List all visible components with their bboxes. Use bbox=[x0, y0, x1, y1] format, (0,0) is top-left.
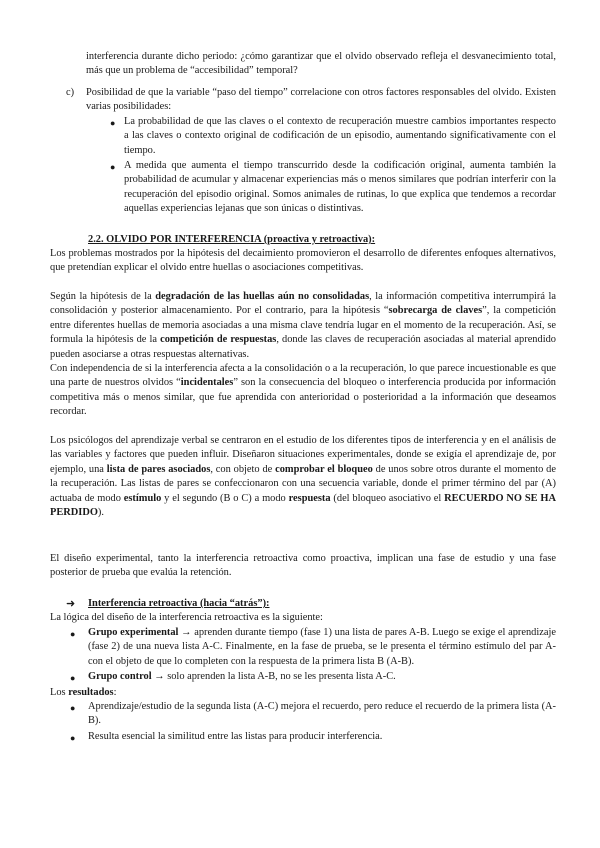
results-label: Los resultados: bbox=[50, 687, 117, 698]
list-marker-c: c) bbox=[66, 87, 75, 98]
list-item-group-control bbox=[88, 670, 556, 684]
bullet-icon: ● bbox=[110, 118, 116, 128]
paragraph-text: El diseño experimental, tanto la interferencia retroactiva como proactiva, implican una fase de estudio y una fase posterior de prueba que evalúa la retención. bbox=[50, 553, 556, 579]
list-item-text: A medida que aumenta el tiempo transcurrido desde la codificación original, aumenta también la probabilidad de acumular y almacenar experiencias más o menos similares que podrían interferir con la recuperación del episodio original. Somos animales de rutinas, lo que explica que tendemos a recordar aquellas experiencias lejanas que son únicas o distintivas. bbox=[124, 160, 556, 215]
paragraph bbox=[50, 552, 556, 581]
subsection-heading: Interferencia retroactiva (hacia “atrás”): bbox=[88, 598, 270, 609]
sub-list-item bbox=[124, 115, 556, 158]
section-heading: 2.2. OLVIDO POR INTERFERENCIA (proactiva y retroactiva): bbox=[88, 234, 376, 245]
list-item-text: La probabilidad de que las claves o el contexto de recuperación muestre cambios importantes respecto a las claves o contexto original de codificación de un episodio, aumentando significativamente con el tiempo. bbox=[124, 116, 556, 156]
result-item bbox=[88, 730, 556, 744]
bullet-icon: ● bbox=[110, 162, 116, 172]
list-item-text: Posibilidad de que la variable “paso del tiempo” correlacione con otros factores responsables del olvido. Existen varias posibilidades: bbox=[86, 87, 556, 113]
list-item-c bbox=[86, 86, 556, 115]
bullet-icon: ● bbox=[70, 733, 76, 743]
paragraph-text: interferencia durante dicho periodo: ¿cómo garantizar que el olvido observado refleja el desvanecimiento total, más que un problema de “accesibilidad” temporal? bbox=[86, 51, 556, 77]
paragraph-line: La lógica del diseño de la interferencia retroactiva es la siguiente: bbox=[50, 612, 323, 623]
paragraph-text: Los psicólogos del aprendizaje verbal se centraron en el estudio de los diferentes tipos de interferencia y en el análisis de las variables y factores que pueden influir. Diseñaron situaciones experimentales, donde se exigía el aprendizaje de, por ejemplo, una lista de pares asociados, con objeto de comprobar el bloqueo de unos sobre otros durante el momento de la recuperación. Las listas de pares se confeccionaron con una secuencia variable, donde el primer término del par (A) actuaba de modo estímulo y el segundo (B o C) a modo respuesta (del bloqueo asociativo el RECUERDO NO SE HA PERDIDO). bbox=[50, 435, 557, 519]
list-item-text: Grupo experimental → aprenden durante tiempo (fase 1) una lista de pares A-B. Luego se exige el aprendizaje (fase 2) de una nueva lista A-C. Finalmente, en la fase de prueba, se le presenta el término estímulo del par A- con el objeto de que lo completen con la respuesta de la primera lista B (A-B). bbox=[88, 627, 556, 667]
list-item-text: Resulta esencial la similitud entre las listas para producir interferencia. bbox=[88, 731, 383, 742]
continuation-paragraph bbox=[86, 50, 556, 79]
sub-list-item bbox=[124, 159, 556, 217]
paragraph bbox=[50, 247, 556, 276]
paragraph bbox=[50, 290, 556, 362]
paragraph bbox=[50, 434, 556, 520]
paragraph-text: Los problemas mostrados por la hipótesis del decaimiento promovieron el desarrollo de diferentes enfoques alternativos, que pretendían explicar el olvido entre huellas o asociaciones competitivas. bbox=[50, 248, 556, 274]
list-item-text: Aprendizaje/estudio de la segunda lista (A-C) mejora el recuerdo, pero reduce el recuerdo de la primera lista (A-B). bbox=[88, 701, 556, 727]
bullet-icon: ● bbox=[70, 673, 76, 683]
bullet-icon: ● bbox=[70, 703, 76, 713]
list-item-text: Grupo control → solo aprenden la lista A-B, no se les presenta lista A-C. bbox=[88, 671, 396, 682]
arrow-marker-icon: ➜ bbox=[66, 598, 76, 610]
paragraph-text: Según la hipótesis de la degradación de las huellas aún no consolidadas, la información competitiva interrumpirá la consolidación y posterior almacenamiento. Por el contrario, para la hipótesis “sobrecarga de claves”, la competición entre diferentes huellas de memoria asociadas a una misma clave tendría lugar en el momento de la recuperación. Así, se formula la hipótesis de la competición de respuestas, donde las claves de recuperación asociadas al material aprendido pueden asociarse a otras respuestas alternativas. bbox=[50, 291, 556, 360]
paragraph-text: Con independencia de si la interferencia afecta a la consolidación o a la recuperación, lo que parece incuestionable es que una parte de nuestros olvidos “incidentales” son la consecuencia del bloqueo o interferencia producida por información competitiva más o menos similar, que fue aprendida con anterioridad o posterioridad a la información que deseamos recordar. bbox=[50, 363, 556, 418]
result-item bbox=[88, 700, 556, 729]
paragraph bbox=[50, 362, 556, 420]
bullet-icon: ● bbox=[70, 629, 76, 639]
list-item-group-experimental bbox=[88, 626, 556, 669]
